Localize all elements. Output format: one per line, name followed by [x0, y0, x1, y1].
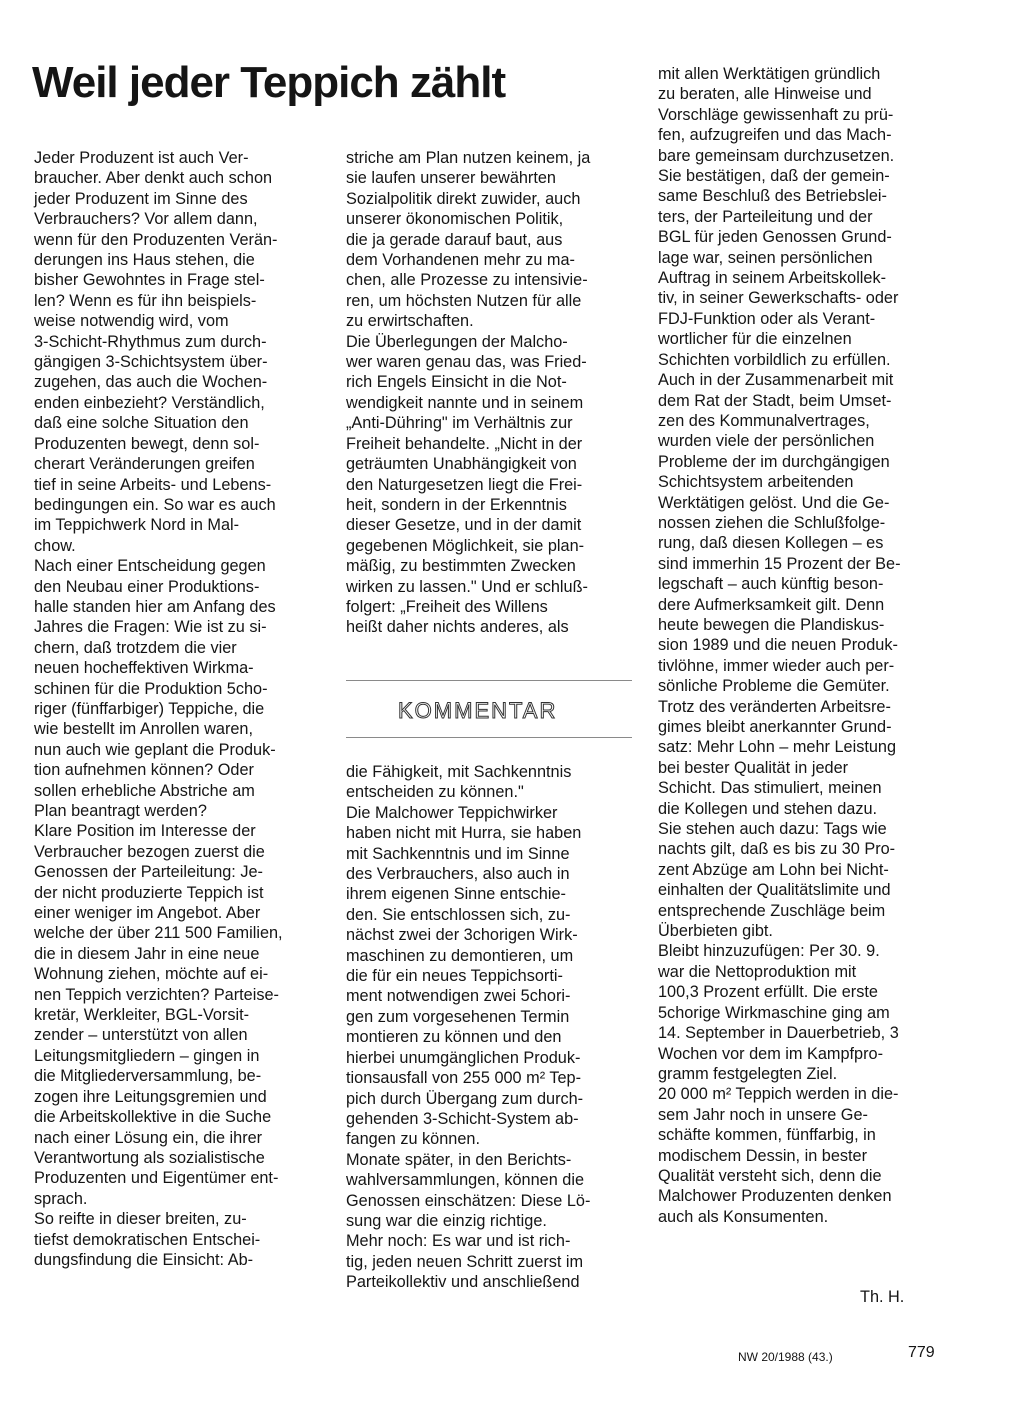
article-column-3: [658, 64, 948, 1227]
text-line: modischem Dessin, in bester: [658, 1146, 868, 1165]
text-line: wenn für den Produzenten Verän-: [34, 230, 278, 249]
text-line: sung war die einzig richtige.: [346, 1211, 547, 1230]
text-line: zu beraten, alle Hinweise und: [658, 85, 872, 104]
text-line: sion 1989 und die neuen Produk-: [658, 636, 898, 655]
text-line: Auftrag in seinem Arbeitskollek-: [658, 269, 887, 288]
text-line: daß eine solche Situation den: [34, 414, 249, 433]
kommentar-rule-bottom: [346, 737, 632, 738]
text-line: die ja gerade darauf baut, aus: [346, 230, 563, 249]
kommentar-label: KOMMENTAR: [398, 698, 558, 723]
text-line: „Anti-Dühring" im Verhältnis zur: [346, 414, 573, 433]
text-line: gegebenen Möglichkeit, sie plan-: [346, 536, 585, 555]
text-line: Klare Position im Interesse der: [34, 822, 256, 841]
text-line: Qualität versteht sich, denn die: [658, 1166, 882, 1185]
text-line: Verbrauchers? Vor allem dann,: [34, 210, 258, 229]
text-line: der nicht produzierte Teppich ist: [34, 883, 264, 902]
text-line: derungen ins Haus stehen, die: [34, 251, 255, 270]
text-line: entsprechende Zuschläge beim: [658, 901, 886, 920]
text-line: maschinen zu demontieren, um: [346, 946, 574, 965]
text-line: gängigen 3-Schichtsystem über-: [34, 353, 268, 372]
text-line: 14. September in Dauerbetrieb, 3: [658, 1024, 899, 1043]
text-line: nachts gilt, daß es bis zu 30 Pro-: [658, 840, 896, 859]
text-line: hierbei unumgänglichen Produk-: [346, 1048, 581, 1067]
text-line: sollen erhebliche Abstriche am: [34, 781, 255, 800]
text-line: zent Abzüge am Lohn bei Nicht-: [658, 860, 889, 879]
text-line: chow.: [34, 536, 76, 555]
text-line: dem Rat der Stadt, beim Umset-: [658, 391, 892, 410]
text-line: Parteikollektiv und anschließend: [346, 1273, 580, 1292]
kommentar-box: [346, 676, 632, 742]
text-line: wendigkeit nannte und in seinem: [346, 393, 584, 412]
text-line: welche der über 211 500 Familien,: [34, 924, 283, 943]
page-number: 779: [908, 1344, 935, 1361]
text-line: schinen für die Produktion 5cho-: [34, 679, 268, 698]
text-line: fen, aufzugreifen und das Mach-: [658, 126, 892, 145]
text-line: dem Vorhandenen mehr zu ma-: [346, 251, 575, 270]
text-line: jeder Produzent im Sinne des: [34, 189, 248, 208]
text-line: montieren zu können und den: [346, 1028, 562, 1047]
text-line: 100,3 Prozent erfüllt. Die erste: [658, 983, 878, 1002]
text-line: folgert: „Freiheit des Willens: [346, 597, 548, 616]
text-line: rich Engels Einsicht in die Not-: [346, 373, 567, 392]
text-line: dere Aufmerksamkeit gilt. Denn: [658, 595, 885, 614]
text-line: dungsfindung die Einsicht: Ab-: [34, 1250, 254, 1269]
text-line: Produzenten und Eigentümer ent-: [34, 1169, 279, 1188]
text-line: 3-Schicht-Rhythmus zum durch-: [34, 332, 267, 351]
text-line: braucher. Aber denkt auch schon: [34, 169, 273, 188]
text-line: heit, sondern in der Erkenntnis: [346, 495, 567, 514]
text-line: des Verbrauchers, also auch in: [346, 865, 570, 884]
article-column-1: [34, 148, 328, 1270]
text-line: die Kollegen und stehen dazu.: [658, 799, 878, 818]
text-line: einer weniger im Angebot. Aber: [34, 904, 261, 923]
text-line: Bleibt hinzuzufügen: Per 30. 9.: [658, 942, 880, 961]
text-line: Wochen vor dem im Kampfpro-: [658, 1044, 884, 1063]
text-line: fangen zu können.: [346, 1130, 480, 1149]
text-line: bare gemeinsam durchzusetzen.: [658, 146, 895, 165]
text-line: gramm festgelegten Ziel.: [658, 1064, 838, 1083]
text-line: enden einbezieht? Verständlich,: [34, 393, 265, 412]
text-line: chen, alle Prozesse zu intensivie-: [346, 271, 588, 290]
article-headline: Weil jeder Teppich zählt: [32, 58, 506, 107]
text-line: die Arbeitskollektive in die Suche: [34, 1108, 272, 1127]
text-line: 5chorige Wirkmaschine ging am: [658, 1003, 890, 1022]
text-line: nen Teppich verzichten? Parteise-: [34, 985, 279, 1004]
text-line: Nach einer Entscheidung gegen: [34, 557, 266, 576]
text-line: BGL für jeden Genossen Grund-: [658, 228, 892, 247]
text-line: bisher Gewohntes in Frage stel-: [34, 271, 265, 290]
text-line: wortlicher für die einzelnen: [658, 330, 852, 349]
text-line: mit Sachkenntnis und im Sinne: [346, 844, 570, 863]
text-line: den Neubau einer Produktions-: [34, 577, 260, 596]
text-line: Schicht. Das stimuliert, meinen: [658, 779, 882, 798]
text-line: heißt daher nichts anderes, als: [346, 618, 569, 637]
text-line: Verantwortung als sozialistische: [34, 1148, 265, 1167]
text-line: ters, der Parteileitung und der: [658, 207, 873, 226]
text-line: tief in seine Arbeits- und Lebens-: [34, 475, 272, 494]
text-line: same Beschluß des Betriebslei-: [658, 187, 887, 206]
text-line: ment notwendigen zwei 5chori-: [346, 987, 571, 1006]
text-line: Überbieten gibt.: [658, 922, 773, 941]
text-line: bedingungen ein. So war es auch: [34, 495, 276, 514]
text-line: den. Sie entschlossen sich, zu-: [346, 905, 571, 924]
text-line: war die Nettoproduktion mit: [658, 962, 857, 981]
text-line: Sie stehen auch dazu: Tags wie: [658, 820, 887, 839]
text-line: rung, daß diesen Kollegen – es: [658, 534, 884, 553]
text-line: sie laufen unserer bewährten: [346, 169, 556, 188]
text-line: sprach.: [34, 1189, 88, 1208]
text-line: wie bestellt im Anrollen waren,: [34, 720, 253, 739]
text-line: pich durch Übergang zum durch-: [346, 1089, 584, 1108]
article-column-2-bottom: [346, 762, 632, 1293]
text-line: ren, um höchsten Nutzen für alle: [346, 291, 582, 310]
text-line: striche am Plan nutzen keinem, ja: [346, 149, 591, 167]
text-line: neuen hocheffektiven Wirkma-: [34, 659, 254, 678]
text-line: zender – unterstützt von allen: [34, 1026, 248, 1045]
text-line: nun auch wie geplant die Produk-: [34, 740, 276, 759]
text-line: legschaft – auch künftig beson-: [658, 575, 884, 594]
text-line: Sozialpolitik direkt zuwider, auch: [346, 189, 581, 208]
text-line: lage war, seinen persönlichen: [658, 248, 873, 267]
text-line: tivlöhne, immer wieder auch per-: [658, 656, 895, 675]
text-line: Freiheit behandelte. „Nicht in der: [346, 434, 583, 453]
text-line: 20 000 m² Teppich werden in die-: [658, 1085, 899, 1104]
text-line: Genossen der Parteileitung: Je-: [34, 863, 263, 882]
text-line: Schichten vorbildlich zu erfüllen.: [658, 350, 891, 369]
text-line: sem Jahr noch in unsere Ge-: [658, 1105, 868, 1124]
text-line: einhalten der Qualitätslimite und: [658, 881, 891, 900]
text-line: auch als Konsumenten.: [658, 1207, 829, 1226]
author-signature: Th. H.: [860, 1288, 905, 1306]
text-line: Genossen einschätzen: Diese Lö-: [346, 1191, 591, 1210]
text-line: kretär, Werkleiter, BGL-Vorsit-: [34, 1006, 250, 1025]
text-line: Verbraucher bezogen zuerst die: [34, 842, 265, 861]
text-line: riger (fünffarbiger) Teppiche, die: [34, 699, 265, 718]
text-line: wirken zu lassen." Und er schluß-: [346, 577, 588, 596]
text-line: tig, jeden neuen Schritt zuerst im: [346, 1252, 584, 1271]
text-line: Sie bestätigen, daß der gemein-: [658, 167, 890, 186]
text-line: die für ein neues Teppichsorti-: [346, 967, 563, 986]
text-line: gehenden 3-Schicht-System ab-: [346, 1109, 579, 1128]
text-line: zen des Kommunalvertrages,: [658, 411, 870, 430]
kommentar-rule-top: [346, 680, 632, 681]
text-line: Wohnung ziehen, möchte auf ei-: [34, 965, 269, 984]
text-line: den Naturgesetzen liegt die Frei-: [346, 475, 583, 494]
text-line: Plan beantragt werden?: [34, 802, 207, 820]
text-line: die Fähigkeit, mit Sachkenntnis: [346, 763, 572, 781]
text-line: Die Malchower Teppichwirker: [346, 803, 558, 822]
text-line: die in diesem Jahr in eine neue: [34, 944, 260, 963]
text-line: mit allen Werktätigen gründlich: [658, 65, 881, 83]
text-line: wahlversammlungen, können die: [346, 1171, 585, 1190]
text-line: Jahres die Fragen: Wie ist zu si-: [34, 618, 267, 637]
text-line: satz: Mehr Lohn – mehr Leistung: [658, 738, 897, 757]
publication-source: NW 20/1988 (43.): [738, 1350, 833, 1364]
text-line: die Mitgliederversammlung, be-: [34, 1067, 262, 1086]
text-line: ihrem eigenen Sinne entschie-: [346, 885, 566, 904]
text-line: zu erwirtschaften.: [346, 312, 474, 331]
text-line: wer waren genau das, was Fried-: [346, 353, 587, 372]
text-line: tionsausfall von 255 000 m² Tep-: [346, 1069, 582, 1088]
text-line: tiefst demokratischen Entschei-: [34, 1230, 261, 1249]
text-line: Schichtsystem arbeitenden: [658, 473, 854, 492]
text-line: im Teppichwerk Nord in Mal-: [34, 516, 240, 535]
text-line: entscheiden zu können.": [346, 783, 524, 802]
text-line: gimes bleibt anerkannter Grund-: [658, 718, 892, 736]
text-line: Mehr noch: Es war und ist rich-: [346, 1232, 571, 1251]
text-line: gen zum vorgesehenen Termin: [346, 1007, 570, 1026]
text-line: unserer ökonomischen Politik,: [346, 210, 564, 229]
text-line: cherart Veränderungen greifen: [34, 455, 255, 474]
text-line: nach einer Lösung ein, die ihrer: [34, 1128, 263, 1147]
article-column-2-top: [346, 148, 632, 638]
text-line: Die Überlegungen der Malcho-: [346, 332, 568, 351]
text-line: haben nicht mit Hurra, sie haben: [346, 824, 582, 843]
text-line: sönliche Probleme die Gemüter.: [658, 677, 890, 696]
text-line: sind immerhin 15 Prozent der Be-: [658, 554, 901, 573]
text-line: len? Wenn es für ihn beispiels-: [34, 291, 257, 310]
text-line: So reifte in dieser breiten, zu-: [34, 1210, 247, 1229]
text-line: zugehen, das auch die Wochen-: [34, 373, 268, 392]
text-line: mäßig, zu bestimmten Zwecken: [346, 557, 576, 576]
text-line: Werktätigen gelöst. Und die Ge-: [658, 493, 890, 512]
text-line: geträumten Unabhängigkeit von: [346, 455, 577, 474]
text-line: heute bewegen die Plandiskus-: [658, 615, 885, 634]
text-line: Produzenten bewegt, denn sol-: [34, 434, 260, 453]
text-line: FDJ-Funktion oder als Verant-: [658, 309, 876, 328]
text-line: nossen ziehen die Schlußfolge-: [658, 513, 886, 532]
text-line: schäfte kommen, fünffarbig, in: [658, 1126, 876, 1145]
text-line: chern, daß trotzdem die vier: [34, 638, 237, 657]
text-line: Vorschläge gewissenhaft zu prü-: [658, 105, 894, 124]
text-line: Auch in der Zusammenarbeit mit: [658, 371, 894, 390]
text-line: halle standen hier am Anfang des: [34, 597, 276, 616]
text-line: nächst zwei der 3chorigen Wirk-: [346, 926, 578, 945]
text-line: zogen ihre Leitungsgremien und: [34, 1087, 267, 1106]
text-line: weise notwendig wird, vom: [34, 312, 229, 331]
text-line: tiv, in seiner Gewerkschafts- oder: [658, 289, 899, 308]
text-line: bei bester Qualität in jeder: [658, 758, 849, 777]
text-line: Malchower Produzenten denken: [658, 1187, 892, 1206]
text-line: dieser Gesetze, und in der damit: [346, 516, 582, 535]
text-line: tion aufnehmen können? Oder: [34, 761, 254, 780]
text-line: Probleme der im durchgängigen: [658, 452, 890, 471]
text-line: Monate später, in den Berichts-: [346, 1150, 572, 1169]
text-line: Leitungsmitgliedern – gingen in: [34, 1046, 260, 1065]
text-line: Jeder Produzent ist auch Ver-: [34, 149, 249, 167]
text-line: Trotz des veränderten Arbeitsre-: [658, 697, 891, 716]
text-line: wurden viele der persönlichen: [658, 432, 875, 451]
